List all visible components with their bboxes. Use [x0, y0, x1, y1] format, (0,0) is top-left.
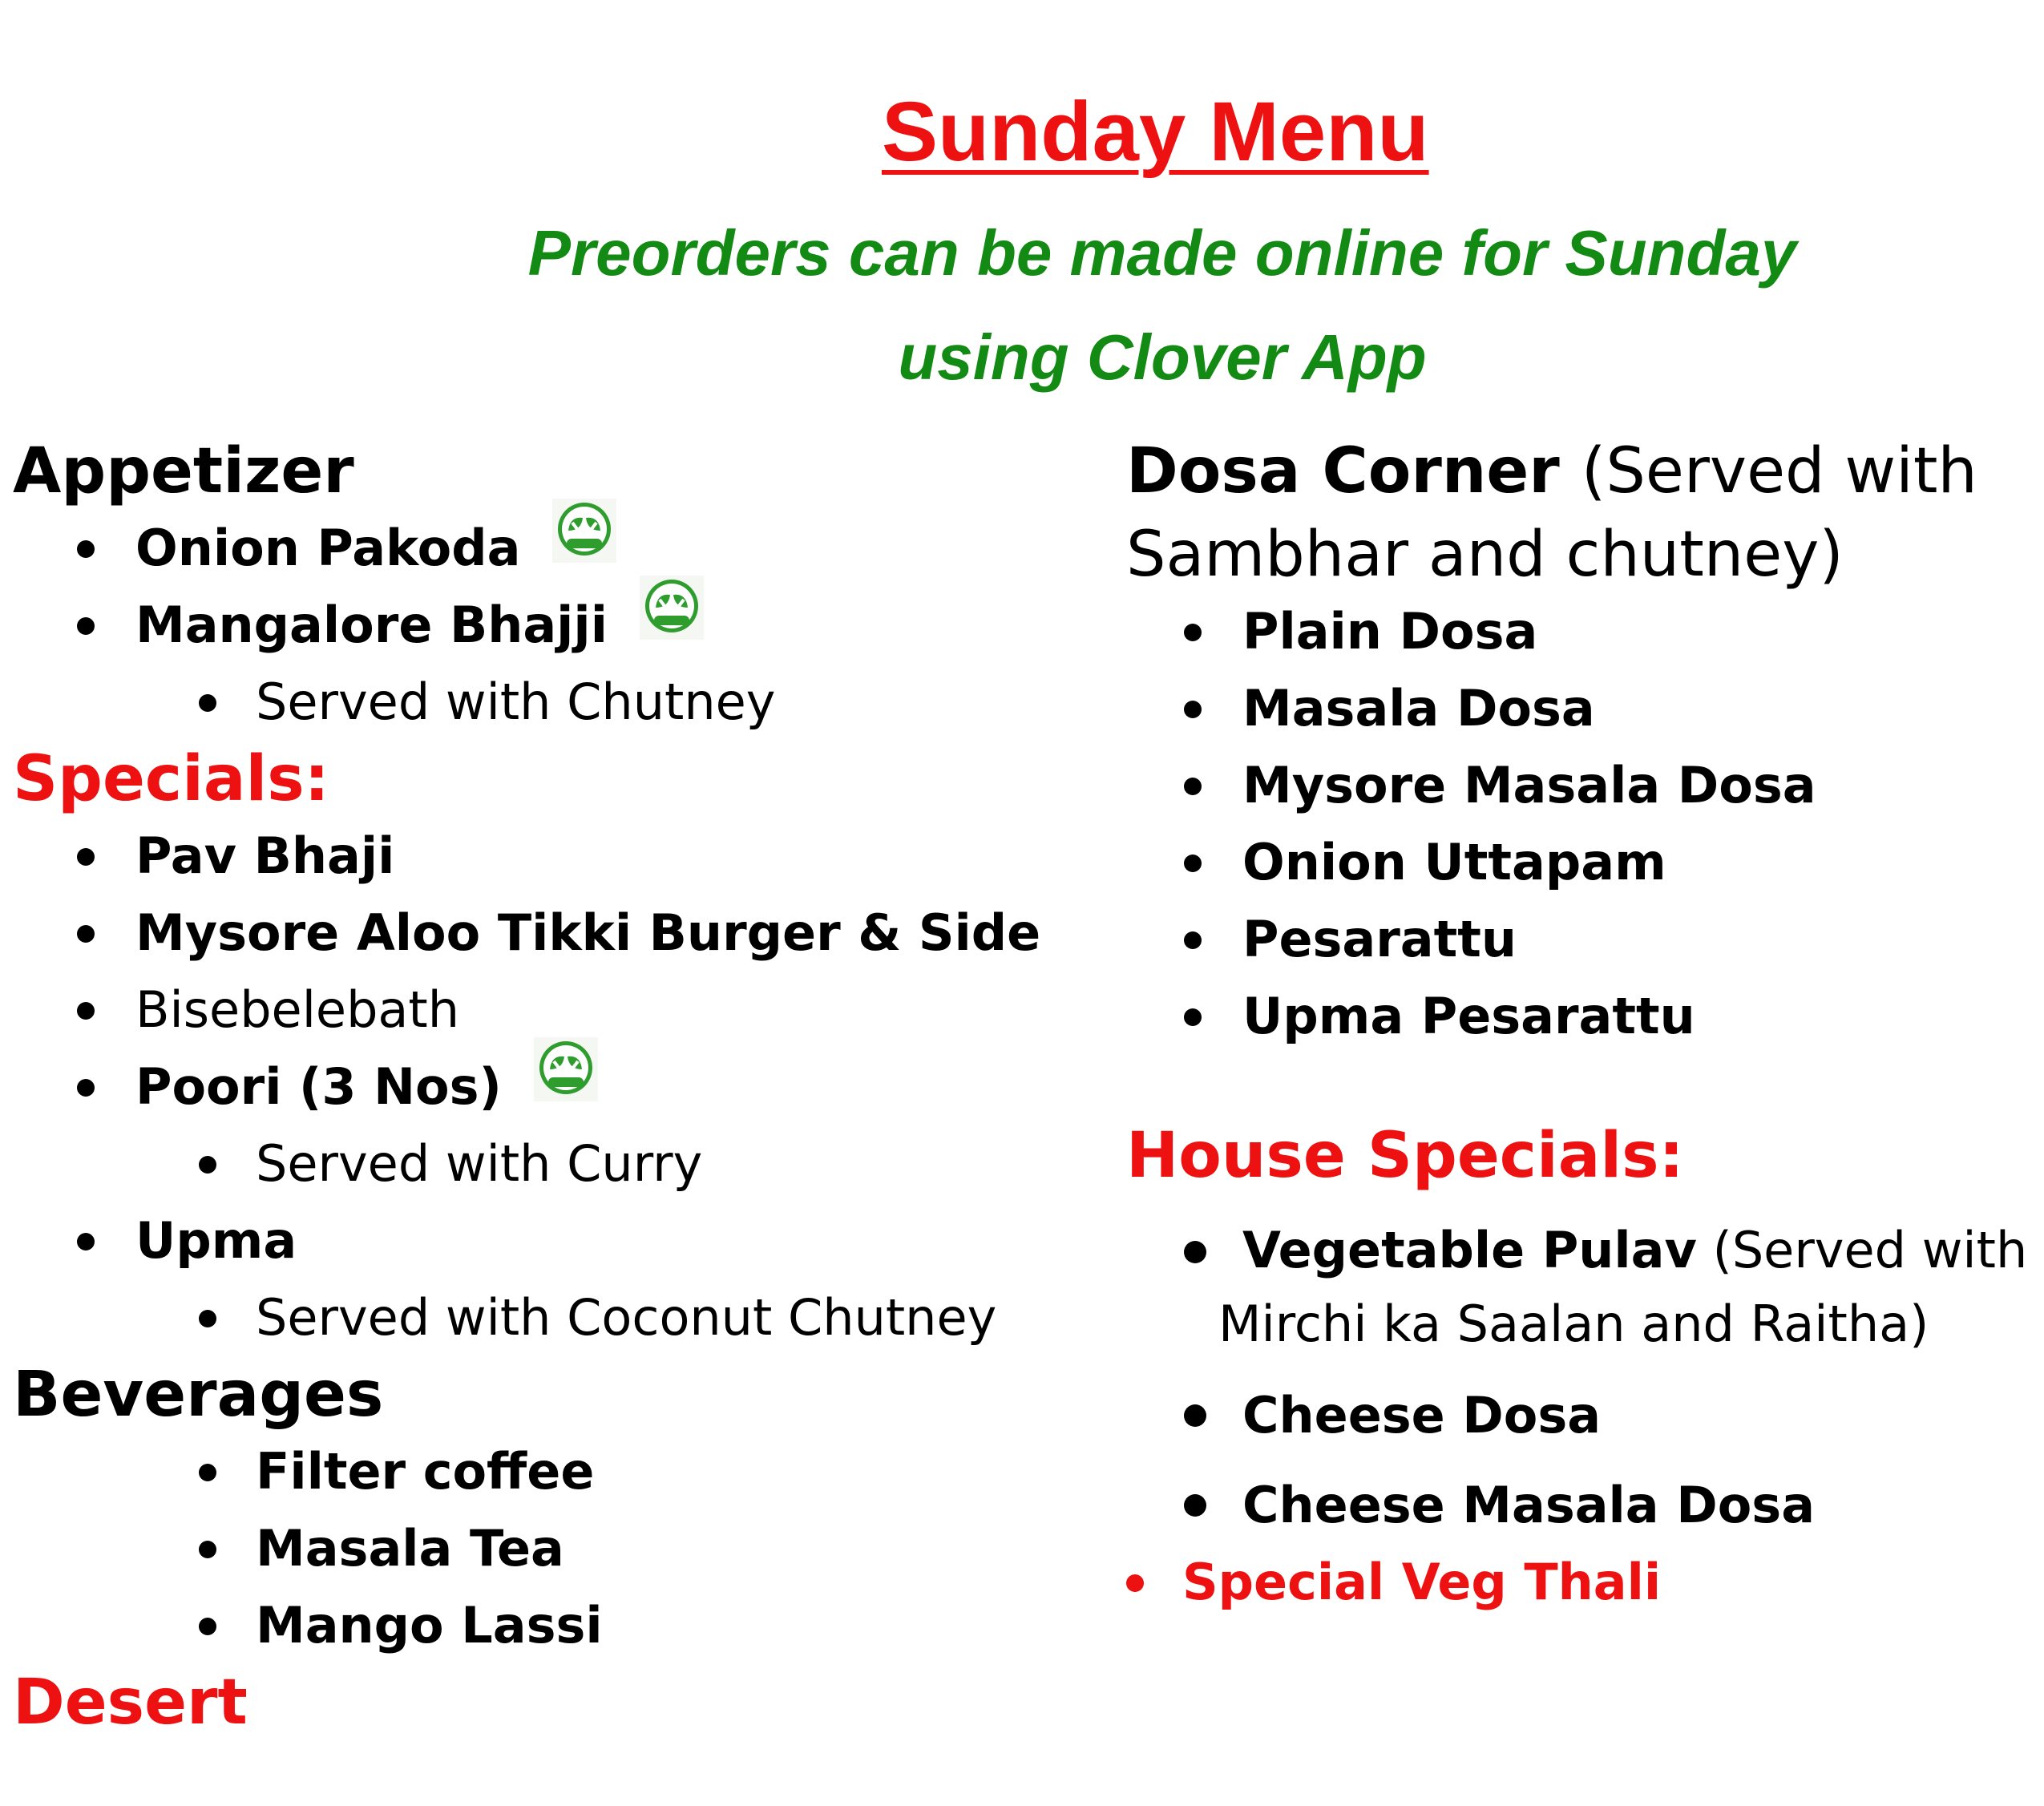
bullet-icon — [1184, 778, 1202, 795]
menu-item-label: Upma — [135, 1211, 297, 1270]
menu-item-label: Plain Dosa — [1242, 602, 1538, 661]
menu-item-label: Special Veg Thali — [1182, 1553, 1662, 1611]
menu-item-label: Onion Pakoda — [135, 519, 521, 577]
menu-item-note: Served with Chutney — [256, 673, 776, 731]
menu-item-label: Mangalore Bhajji — [135, 596, 608, 654]
bullet-icon — [1184, 624, 1202, 641]
bullet-icon — [77, 848, 95, 866]
menu-item-note: Served with Curry — [256, 1134, 703, 1193]
page-title: Sunday Menu — [882, 85, 1429, 179]
menu-item-label: Masala Tea — [256, 1519, 564, 1578]
left-column — [13, 433, 1079, 1741]
right-column — [1126, 433, 2032, 1621]
list-item — [1126, 978, 2032, 1055]
menu-item-label: Mango Lassi — [256, 1596, 603, 1654]
menu-item-label: Vegetable Pulav — [1242, 1221, 1697, 1279]
vegan-leaf-icon — [534, 1037, 598, 1101]
menu-item-label: Cheese Masala Dosa — [1242, 1476, 1816, 1534]
menu-item-label: Poori (3 Nos) — [135, 1057, 502, 1116]
list-item — [13, 1433, 1079, 1510]
list-item — [1126, 901, 2032, 978]
list-item — [13, 1202, 1079, 1279]
beverages-heading: Beverages — [13, 1359, 384, 1431]
list-item — [13, 510, 1079, 587]
house-specials-heading: House Specials: — [1126, 1120, 1684, 1192]
bullet-icon — [1184, 1008, 1202, 1026]
bullet-icon — [77, 925, 95, 943]
dosa-corner-note-line2: Sambhar and chutney) — [1126, 519, 1844, 591]
dosa-corner-note: (Served with — [1581, 435, 1977, 507]
vegan-leaf-icon — [552, 499, 616, 563]
bullet-icon — [199, 1541, 216, 1558]
bullet-icon — [1184, 701, 1202, 718]
menu-item-label: Filter coffee — [256, 1442, 595, 1501]
list-item — [1126, 824, 2032, 901]
list-item — [1126, 593, 2032, 670]
bullet-icon — [1126, 1574, 1144, 1592]
menu-item-label: Upma Pesarattu — [1242, 987, 1695, 1045]
menu-item-label: Masala Dosa — [1242, 679, 1595, 737]
bullet-icon — [77, 617, 95, 635]
specials-heading: Specials: — [13, 743, 329, 815]
list-item — [1126, 1544, 2032, 1621]
preorder-note-line2: using Clover App — [898, 321, 1427, 393]
menu-item-label: Bisebelebath — [135, 980, 460, 1039]
list-item — [1126, 670, 2032, 747]
menu-item-label: Pesarattu — [1242, 910, 1517, 968]
list-item — [13, 1048, 1079, 1125]
list-item — [13, 1279, 1079, 1356]
list-item — [13, 1510, 1079, 1587]
bullet-icon — [77, 1002, 95, 1020]
bullet-icon — [199, 1464, 216, 1481]
list-item — [13, 1125, 1079, 1202]
menu-item-label: Mysore Aloo Tikki Burger & Side — [135, 903, 1041, 962]
bullet-icon — [1184, 1494, 1206, 1517]
vegan-leaf-icon — [640, 576, 704, 640]
list-item — [1126, 747, 2032, 824]
list-item — [13, 587, 1079, 664]
dosa-corner-heading — [1126, 433, 2032, 510]
menu-item-label: Onion Uttapam — [1242, 833, 1666, 891]
list-item — [1126, 1214, 2032, 1361]
appetizer-heading: Appetizer — [13, 435, 354, 507]
list-item — [13, 895, 1079, 972]
list-item — [13, 1587, 1079, 1664]
list-item — [13, 664, 1079, 741]
bullet-icon — [1184, 1404, 1206, 1427]
bullet-icon — [199, 1618, 216, 1635]
bullet-icon — [199, 694, 216, 712]
bullet-icon — [77, 1079, 95, 1097]
bullet-icon — [77, 540, 95, 558]
menu-item-note-line2: Mirchi ka Saalan and Raitha) — [1218, 1295, 1929, 1353]
bullet-icon — [1184, 855, 1202, 872]
bullet-icon — [1184, 1241, 1206, 1263]
dosa-corner-title: Dosa Corner — [1126, 435, 1560, 507]
desert-heading: Desert — [13, 1667, 248, 1739]
bullet-icon — [1184, 931, 1202, 949]
dosa-corner-heading-line2 — [1126, 516, 2032, 593]
menu-item-note: (Served with — [1712, 1221, 2028, 1279]
bullet-icon — [199, 1310, 216, 1327]
menu-item-label: Cheese Dosa — [1242, 1386, 1602, 1444]
menu-item-note: Served with Coconut Chutney — [256, 1288, 997, 1347]
menu-item-label: Mysore Masala Dosa — [1242, 756, 1816, 814]
bullet-icon — [199, 1156, 216, 1174]
list-item — [1126, 1467, 2032, 1544]
preorder-note-line1: Preorders can be made online for Sunday — [527, 217, 1797, 289]
bullet-icon — [77, 1233, 95, 1250]
list-item — [13, 818, 1079, 895]
list-item — [1126, 1377, 2032, 1467]
menu-item-label: Pav Bhaji — [135, 826, 395, 885]
